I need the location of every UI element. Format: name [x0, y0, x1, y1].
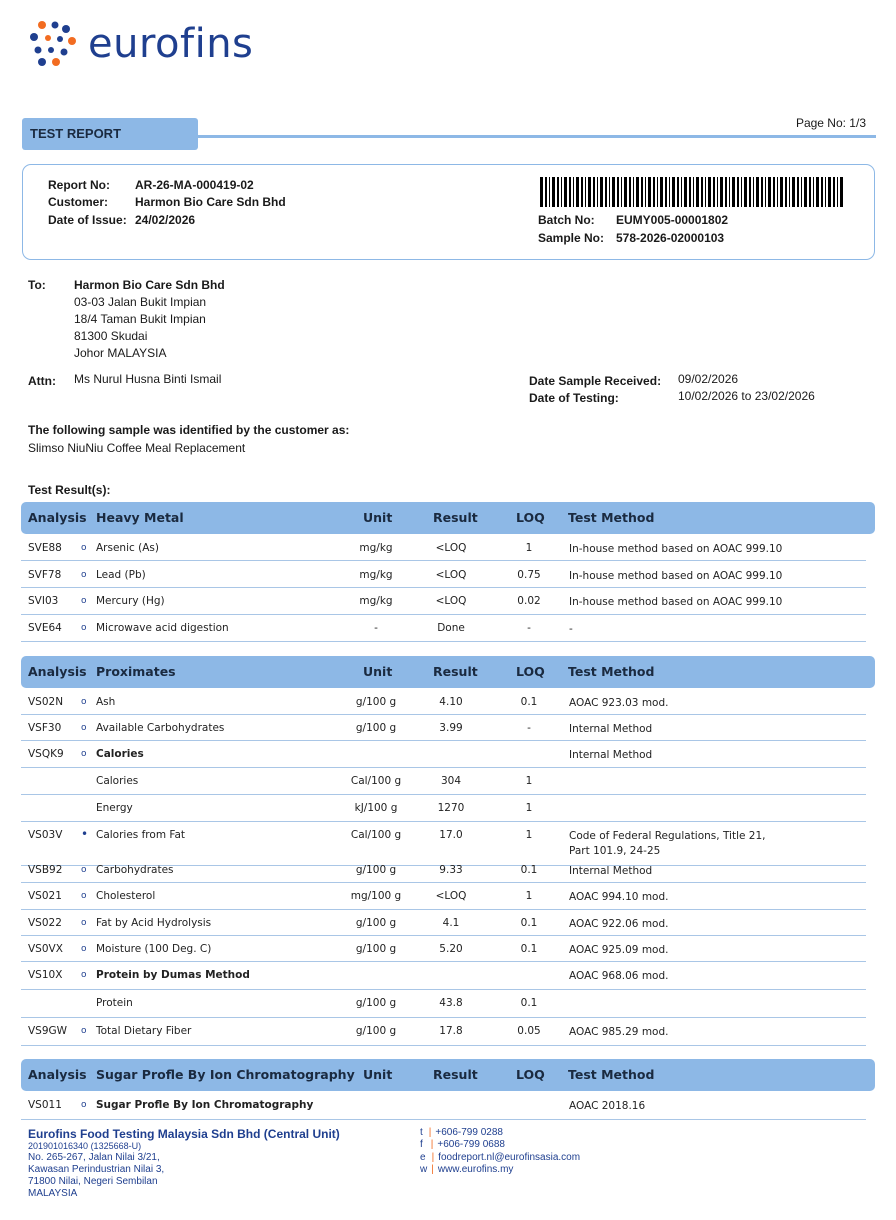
loq-cell: 0.1: [520, 997, 538, 1009]
analyte-name: Energy: [96, 802, 133, 814]
loq-cell: 1: [525, 829, 533, 841]
method-cell: AOAC 994.10 mod.: [569, 891, 669, 903]
bullet-icon: o: [81, 723, 87, 733]
analysis-code: VS10X: [28, 969, 63, 981]
unit-cell: g/100 g: [355, 722, 397, 734]
unit-cell: g/100 g: [355, 864, 397, 876]
footer-address: Kawasan Perindustrian Nilai 3,: [28, 1164, 165, 1175]
result-cell: 9.33: [439, 864, 463, 876]
barcode-bar: [837, 177, 838, 207]
table-row: [21, 882, 866, 910]
footer-address: 71800 Nilai, Negeri Sembilan: [28, 1176, 158, 1187]
barcode-bar: [617, 177, 619, 207]
barcode-bar: [576, 177, 579, 207]
barcode-bar: [732, 177, 735, 207]
barcode-bar: [809, 177, 811, 207]
table-row: [21, 1091, 866, 1120]
result-cell: <LOQ: [435, 890, 467, 902]
barcode-bar: [665, 177, 667, 207]
method-cell: Internal Method: [569, 749, 653, 761]
analyte-name: Protein: [96, 997, 133, 1009]
barcode-bar: [761, 177, 763, 207]
barcode-bar: [828, 177, 831, 207]
footer-reg: 201901016340 (1325668-U): [28, 1141, 142, 1151]
customer: Harmon Bio Care Sdn Bhd: [135, 195, 286, 209]
to-label: To:: [28, 278, 46, 292]
col-method: Test Method: [568, 664, 655, 679]
barcode-bar: [777, 177, 778, 207]
col-result: Result: [433, 664, 478, 679]
barcode-bar: [648, 177, 651, 207]
analyte-name: Calories from Fat: [96, 829, 186, 841]
attn-value: Ms Nurul Husna Binti Ismail: [74, 372, 222, 386]
col-method: Test Method: [568, 510, 655, 525]
barcode-bar: [669, 177, 670, 207]
col-unit: Unit: [363, 664, 393, 679]
barcode-bar: [753, 177, 754, 207]
analyte-name: Total Dietary Fiber: [96, 1025, 192, 1037]
unit-cell: g/100 g: [355, 917, 397, 929]
result-cell: 304: [440, 775, 462, 787]
bullet-icon: o: [81, 570, 87, 580]
bullet-icon: o: [81, 697, 87, 707]
bullet-icon: o: [81, 865, 87, 875]
table-row: [21, 794, 866, 822]
unit-cell: g/100 g: [355, 943, 397, 955]
barcode-bar: [557, 177, 559, 207]
table-row: [21, 561, 866, 588]
col-loq: LOQ: [516, 510, 545, 525]
barcode-bar: [621, 177, 622, 207]
loq-cell: 0.1: [520, 943, 538, 955]
barcode-bar: [713, 177, 715, 207]
barcode-bar: [561, 177, 562, 207]
analyte-name: Fat by Acid Hydrolysis: [96, 917, 212, 929]
barcode-bar: [549, 177, 550, 207]
unit-cell: g/100 g: [355, 696, 397, 708]
col-unit: Unit: [363, 510, 393, 525]
date-testing: 10/02/2026 to 23/02/2026: [678, 389, 815, 403]
footer-email-link[interactable]: foodreport.nl@eurofinsasia.com: [438, 1152, 581, 1163]
eurofins-logo-icon: [28, 19, 78, 69]
table-row: [21, 989, 866, 1018]
analysis-code: VS02N: [28, 696, 64, 708]
barcode-bar: [756, 177, 759, 207]
barcode-bar: [588, 177, 591, 207]
unit-cell: -: [374, 622, 378, 634]
method-cell: AOAC 985.29 mod.: [569, 1026, 669, 1038]
table-row: [21, 1017, 866, 1046]
loq-cell: 0.1: [520, 864, 538, 876]
table-row: [21, 767, 866, 795]
barcode-bar: [737, 177, 739, 207]
barcode-bar: [593, 177, 595, 207]
barcode-bar: [744, 177, 747, 207]
barcode-bar: [597, 177, 598, 207]
footer-contact: e | foodreport.nl@eurofinsasia.com: [420, 1152, 581, 1163]
col-loq: LOQ: [516, 664, 545, 679]
barcode-bar: [609, 177, 610, 207]
barcode-bar: [780, 177, 783, 207]
table-title: Proximates: [96, 664, 176, 679]
table-row: [21, 856, 866, 883]
barcode-bar: [657, 177, 658, 207]
date-received: 09/02/2026: [678, 372, 739, 386]
barcode-bar: [804, 177, 807, 207]
analysis-code: SVF78: [28, 569, 62, 581]
analyte-name: Available Carbohydrates: [96, 722, 225, 734]
analysis-code: VSF30: [28, 722, 62, 734]
table-header: [21, 1059, 875, 1091]
result-cell: 3.99: [439, 722, 463, 734]
loq-cell: -: [527, 722, 531, 734]
method-cell: -: [569, 623, 573, 635]
analyte-name: Sugar Profle By Ion Chromatography: [96, 1099, 314, 1111]
barcode-bar: [612, 177, 615, 207]
bullet-icon: o: [81, 543, 87, 553]
analyte-name: Ash: [96, 696, 116, 708]
method-cell: Internal Method: [569, 865, 653, 877]
bullet-icon: o: [81, 891, 87, 901]
barcode-bar: [825, 177, 826, 207]
col-analysis: Analysis: [28, 510, 87, 525]
unit-cell: mg/kg: [359, 595, 393, 607]
results-heading: Test Result(s):: [28, 483, 111, 497]
analysis-code: SVI03: [28, 595, 59, 607]
report-title: TEST REPORT: [22, 118, 198, 150]
barcode-bar: [708, 177, 711, 207]
col-result: Result: [433, 1067, 478, 1082]
footer-contact: f | +606-799 0688: [420, 1139, 505, 1150]
analyte-name: Lead (Pb): [96, 569, 146, 581]
logo-wordmark: eurofins: [88, 21, 254, 67]
date-issue: 24/02/2026: [135, 213, 196, 227]
result-cell: 17.8: [439, 1025, 463, 1037]
result-cell: 1270: [437, 802, 465, 814]
date-testing-label: Date of Testing:: [529, 391, 619, 405]
table-row: [21, 740, 866, 768]
bullet-icon: o: [81, 1026, 87, 1036]
bullet-icon: o: [81, 944, 87, 954]
table-header: [21, 656, 875, 688]
barcode-bar: [816, 177, 819, 207]
analyte-name: Microwave acid digestion: [96, 622, 229, 634]
result-cell: <LOQ: [435, 542, 467, 554]
barcode-bar: [705, 177, 706, 207]
loq-cell: 0.75: [517, 569, 541, 581]
barcode-bar: [717, 177, 718, 207]
analysis-code: VS03V: [28, 829, 63, 841]
analysis-code: VSQK9: [28, 748, 64, 760]
date-issue-label: Date of Issue:: [48, 213, 127, 227]
barcode-bar: [765, 177, 766, 207]
barcode-bar: [585, 177, 586, 207]
unit-cell: Cal/100 g: [350, 775, 402, 787]
sample-no: 578-2026-02000103: [616, 231, 725, 245]
barcode-bar: [672, 177, 675, 207]
method-cell: AOAC 2018.16: [569, 1100, 646, 1112]
analyte-name: Cholesterol: [96, 890, 156, 902]
analysis-code: SVE64: [28, 622, 62, 634]
table-row: [21, 587, 866, 615]
analyte-name: Carbohydrates: [96, 864, 174, 876]
bullet-icon: o: [81, 749, 87, 759]
method-cell: Code of Federal Regulations, Title 21,: [569, 830, 766, 842]
unit-cell: mg/100 g: [350, 890, 402, 902]
unit-cell: mg/kg: [359, 542, 393, 554]
barcode-bar: [653, 177, 655, 207]
report-no: AR-26-MA-000419-02: [135, 178, 254, 192]
table-row: [21, 534, 866, 561]
unit-cell: kJ/100 g: [354, 802, 398, 814]
customer-label: Customer:: [48, 195, 109, 209]
page-number: Page No: 1/3: [795, 116, 866, 130]
barcode-bar: [689, 177, 691, 207]
table-row: [21, 961, 866, 990]
loq-cell: 1: [525, 890, 533, 902]
result-cell: 5.20: [439, 943, 463, 955]
method-cell: AOAC 925.09 mod.: [569, 944, 669, 956]
barcode-bar: [569, 177, 571, 207]
barcode-bar: [773, 177, 775, 207]
barcode-bar: [741, 177, 742, 207]
loq-cell: 1: [525, 775, 533, 787]
barcode-bar: [789, 177, 790, 207]
result-cell: 4.10: [439, 696, 463, 708]
bullet-icon: o: [81, 623, 87, 633]
footer-website-link[interactable]: www.eurofins.my: [437, 1164, 514, 1175]
barcode-bar: [660, 177, 663, 207]
address-line: 18/4 Taman Bukit Impian: [74, 312, 206, 326]
barcode-bar: [725, 177, 727, 207]
method-cell: In-house method based on AOAC 999.10: [569, 596, 783, 608]
address-line: Johor MALAYSIA: [74, 346, 167, 360]
barcode-bar: [681, 177, 682, 207]
loq-cell: 0.02: [517, 595, 541, 607]
barcode-bar: [645, 177, 646, 207]
title-rule: [198, 135, 876, 138]
footer-address: MALAYSIA: [28, 1188, 78, 1199]
barcode-bar: [749, 177, 751, 207]
barcode-bar: [785, 177, 787, 207]
table-title: Sugar Profle By Ion Chromatography: [96, 1067, 355, 1082]
address-line: 03-03 Jalan Bukit Impian: [74, 295, 207, 309]
method-cell: AOAC 923.03 mod.: [569, 697, 669, 709]
method-cell: In-house method based on AOAC 999.10: [569, 543, 783, 555]
barcode-bar: [545, 177, 547, 207]
barcode-bar: [581, 177, 583, 207]
loq-cell: 0.1: [520, 917, 538, 929]
barcode-bar: [573, 177, 574, 207]
analyte-name: Protein by Dumas Method: [96, 969, 250, 981]
table-row: [21, 909, 866, 936]
barcode-bar: [552, 177, 555, 207]
method-cell: In-house method based on AOAC 999.10: [569, 570, 783, 582]
barcode-bar: [564, 177, 567, 207]
unit-cell: g/100 g: [355, 997, 397, 1009]
batch-no: EUMY005-00001802: [616, 213, 729, 227]
loq-cell: 1: [525, 802, 533, 814]
bullet-icon: o: [81, 1100, 87, 1110]
result-cell: 17.0: [439, 829, 463, 841]
method-cell: AOAC 922.06 mod.: [569, 918, 669, 930]
method-cell: Internal Method: [569, 723, 653, 735]
footer-contact: t | +606-799 0288: [420, 1127, 503, 1138]
col-method: Test Method: [568, 1067, 655, 1082]
analysis-code: VSB92: [28, 864, 63, 876]
barcode: [540, 177, 846, 207]
barcode-bar: [821, 177, 823, 207]
barcode-bar: [677, 177, 679, 207]
table-row: [21, 935, 866, 962]
loq-cell: 1: [525, 542, 533, 554]
result-cell: Done: [437, 622, 465, 634]
table-row: [21, 714, 866, 741]
analysis-code: VS0VX: [28, 943, 63, 955]
method-cell-line2: Part 101.9, 24-25: [569, 845, 661, 857]
bullet-icon: o: [81, 918, 87, 928]
analyte-name: Calories: [96, 775, 139, 787]
col-loq: LOQ: [516, 1067, 545, 1082]
barcode-bar: [641, 177, 643, 207]
col-analysis: Analysis: [28, 1067, 87, 1082]
attn-label: Attn:: [28, 374, 56, 388]
barcode-bar: [629, 177, 631, 207]
table-row: [21, 688, 866, 715]
unit-cell: mg/kg: [359, 569, 393, 581]
loq-cell: 0.05: [517, 1025, 541, 1037]
batch-label: Batch No:: [538, 213, 595, 227]
barcode-bar: [720, 177, 723, 207]
loq-cell: 0.1: [520, 696, 538, 708]
barcode-bar: [729, 177, 730, 207]
footer-company: Eurofins Food Testing Malaysia Sdn Bhd (Central Unit): [28, 1127, 340, 1141]
barcode-bar: [797, 177, 799, 207]
date-received-label: Date Sample Received:: [529, 374, 662, 388]
unit-cell: Cal/100 g: [350, 829, 402, 841]
loq-cell: -: [527, 622, 531, 634]
analysis-code: VS021: [28, 890, 62, 902]
sample-label: Sample No:: [538, 231, 605, 245]
result-cell: 43.8: [439, 997, 463, 1009]
barcode-bar: [624, 177, 627, 207]
sample-id-heading: The following sample was identified by the customer as:: [28, 423, 350, 437]
address-line: 81300 Skudai: [74, 329, 148, 343]
result-cell: <LOQ: [435, 569, 467, 581]
footer-address: No. 265-267, Jalan Nilai 3/21,: [28, 1152, 160, 1163]
method-cell: AOAC 968.06 mod.: [569, 970, 669, 982]
analyte-name: Arsenic (As): [96, 542, 159, 554]
col-analysis: Analysis: [28, 664, 87, 679]
unit-cell: g/100 g: [355, 1025, 397, 1037]
col-unit: Unit: [363, 1067, 393, 1082]
analysis-code: VS022: [28, 917, 62, 929]
bullet-icon: o: [81, 970, 87, 980]
table-row: [21, 614, 866, 642]
barcode-bar: [633, 177, 634, 207]
barcode-bar: [792, 177, 795, 207]
barcode-bar: [813, 177, 814, 207]
barcode-bar: [801, 177, 802, 207]
analysis-code: SVE88: [28, 542, 62, 554]
barcode-bar: [684, 177, 687, 207]
barcode-bar: [540, 177, 543, 207]
barcode-bar: [701, 177, 703, 207]
result-cell: <LOQ: [435, 595, 467, 607]
barcode-bar: [600, 177, 603, 207]
barcode-bar: [693, 177, 694, 207]
barcode-bar: [636, 177, 639, 207]
analyte-name: Mercury (Hg): [96, 595, 165, 607]
barcode-bar: [696, 177, 699, 207]
footer-contact: w | www.eurofins.my: [420, 1164, 514, 1175]
analyte-name: Calories: [96, 748, 144, 760]
result-cell: 4.1: [442, 917, 460, 929]
report-no-label: Report No:: [48, 178, 110, 192]
table-header: [21, 502, 875, 534]
sample-description: Slimso NiuNiu Coffee Meal Replacement: [28, 441, 246, 455]
eurofins-logo: [28, 18, 253, 70]
barcode-bar: [768, 177, 771, 207]
col-result: Result: [433, 510, 478, 525]
barcode-bar: [833, 177, 835, 207]
bullet-icon: •: [81, 827, 89, 841]
table-title: Heavy Metal: [96, 510, 184, 525]
barcode-bar: [840, 177, 843, 207]
analysis-code: VS011: [28, 1099, 62, 1111]
bullet-icon: o: [81, 596, 87, 606]
barcode-bar: [605, 177, 607, 207]
to-name: Harmon Bio Care Sdn Bhd: [74, 278, 225, 292]
analysis-code: VS9GW: [28, 1025, 68, 1037]
analyte-name: Moisture (100 Deg. C): [96, 943, 212, 955]
